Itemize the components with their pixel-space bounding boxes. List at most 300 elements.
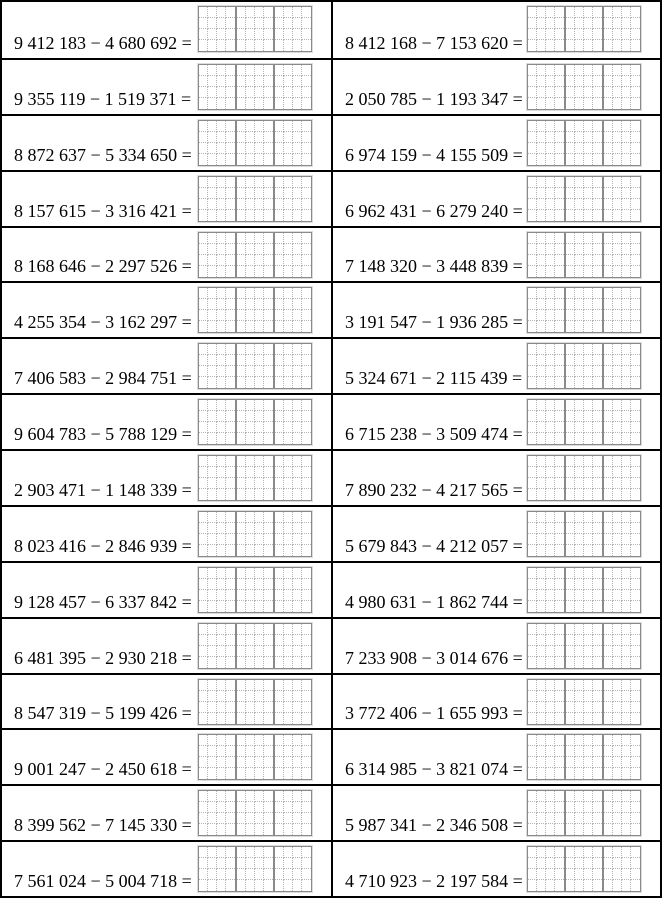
grid-square: [246, 411, 255, 422]
grid-square: [199, 802, 208, 813]
grid-square: [584, 880, 593, 891]
grid-square: [613, 869, 622, 880]
grid-square: [237, 288, 246, 299]
subtrahend: 3 509 474: [436, 424, 509, 444]
grid-square: [546, 512, 555, 523]
answer-grid[interactable]: [527, 232, 641, 278]
answer-grid[interactable]: [198, 623, 312, 669]
answer-grid[interactable]: [198, 232, 312, 278]
answer-grid-block: [527, 455, 565, 501]
answer-grid[interactable]: [198, 287, 312, 333]
grid-square: [584, 680, 593, 691]
grid-square: [208, 680, 217, 691]
grid-square: [528, 40, 537, 51]
grid-square: [284, 657, 293, 668]
grid-square: [555, 355, 564, 366]
grid-square: [575, 321, 584, 332]
grid-square: [528, 266, 537, 277]
minuend: 9 128 457: [14, 591, 86, 612]
grid-square: [237, 746, 246, 757]
grid-square: [293, 802, 302, 813]
grid-square: [226, 177, 235, 188]
grid-square: [246, 98, 255, 109]
grid-square: [604, 512, 613, 523]
grid-square: [284, 255, 293, 266]
grid-square: [631, 512, 640, 523]
grid-square: [546, 579, 555, 590]
grid-square: [622, 154, 631, 165]
grid-square: [246, 177, 255, 188]
answer-grid[interactable]: [527, 176, 641, 222]
grid-square: [293, 210, 302, 221]
grid-square: [546, 545, 555, 556]
grid-square: [199, 154, 208, 165]
grid-square: [275, 321, 284, 332]
problem-expression: [345, 703, 523, 723]
grid-square: [604, 869, 613, 880]
grid-square: [226, 310, 235, 321]
grid-square: [208, 344, 217, 355]
grid-square: [237, 143, 246, 154]
answer-grid-block: [527, 287, 565, 333]
subtrahend: 1 193 347: [436, 88, 509, 109]
grid-square: [217, 132, 226, 143]
grid-square: [613, 199, 622, 210]
grid-square: [613, 7, 622, 18]
grid-square: [284, 299, 293, 310]
grid-square: [246, 40, 255, 51]
answer-grid[interactable]: [527, 679, 641, 725]
grid-square: [293, 299, 302, 310]
grid-square: [528, 791, 537, 802]
grid-square: [264, 847, 273, 858]
grid-square: [293, 635, 302, 646]
grid-square: [622, 233, 631, 244]
grid-square: [584, 489, 593, 500]
grid-square: [584, 746, 593, 757]
problem-cell: [2, 226, 331, 282]
grid-square: [275, 523, 284, 534]
grid-square: [226, 199, 235, 210]
grid-square: [237, 255, 246, 266]
answer-grid-block: [274, 232, 312, 278]
equals-sign: =: [512, 256, 523, 277]
grid-square: [566, 579, 575, 590]
grid-square: [302, 29, 311, 40]
grid-square: [226, 143, 235, 154]
problem-cell: [2, 449, 331, 505]
grid-square: [255, 288, 264, 299]
grid-square: [255, 802, 264, 813]
minus-sign: −: [421, 591, 432, 612]
answer-grid[interactable]: [198, 455, 312, 501]
grid-square: [622, 366, 631, 377]
grid-square: [199, 411, 208, 422]
grid-square: [566, 76, 575, 87]
answer-grid[interactable]: [198, 120, 312, 166]
grid-square: [631, 702, 640, 713]
grid-square: [593, 65, 602, 76]
grid-square: [246, 691, 255, 702]
grid-square: [575, 534, 584, 545]
grid-square: [302, 177, 311, 188]
problem-cell: [331, 2, 660, 58]
grid-square: [226, 702, 235, 713]
problem-expression: [345, 312, 523, 332]
grid-square: [575, 702, 584, 713]
grid-square: [584, 768, 593, 779]
minuend: 9 001 247: [14, 759, 86, 780]
grid-square: [217, 869, 226, 880]
grid-square: [246, 422, 255, 433]
subtrahend: 3 014 676: [436, 647, 509, 668]
grid-square: [604, 579, 613, 590]
grid-square: [546, 299, 555, 310]
answer-grid[interactable]: [198, 64, 312, 110]
answer-grid[interactable]: [527, 734, 641, 780]
grid-square: [528, 65, 537, 76]
grid-square: [584, 40, 593, 51]
grid-square: [575, 680, 584, 691]
problem-expression: [345, 33, 523, 53]
grid-square: [226, 768, 235, 779]
grid-square: [604, 847, 613, 858]
answer-grid-block: [236, 287, 274, 333]
grid-square: [255, 624, 264, 635]
grid-square: [546, 523, 555, 534]
grid-square: [264, 880, 273, 891]
grid-square: [275, 344, 284, 355]
answer-grid[interactable]: [527, 567, 641, 613]
answer-grid[interactable]: [527, 846, 641, 892]
answer-grid[interactable]: [198, 734, 312, 780]
grid-square: [226, 858, 235, 869]
grid-square: [555, 568, 564, 579]
answer-grid[interactable]: [527, 64, 641, 110]
problem-cell: [2, 673, 331, 729]
minus-sign: −: [421, 88, 432, 109]
grid-square: [255, 154, 264, 165]
grid-square: [208, 266, 217, 277]
grid-square: [566, 255, 575, 266]
grid-square: [555, 456, 564, 467]
subtrahend: 1 519 371: [104, 88, 177, 109]
grid-square: [217, 624, 226, 635]
grid-square: [237, 869, 246, 880]
grid-square: [622, 467, 631, 478]
grid-square: [237, 121, 246, 132]
grid-square: [622, 433, 631, 444]
grid-square: [293, 534, 302, 545]
grid-square: [622, 143, 631, 154]
grid-square: [593, 880, 602, 891]
answer-grid[interactable]: [527, 6, 641, 52]
grid-square: [293, 489, 302, 500]
minus-sign: −: [421, 647, 432, 668]
problem-expression: [14, 536, 192, 556]
grid-square: [584, 366, 593, 377]
grid-square: [631, 489, 640, 500]
answer-grid-block: [198, 511, 236, 557]
grid-square: [537, 512, 546, 523]
grid-square: [217, 18, 226, 29]
grid-square: [537, 534, 546, 545]
grid-square: [217, 98, 226, 109]
grid-square: [566, 858, 575, 869]
answer-grid[interactable]: [527, 455, 641, 501]
problem-cell: [331, 226, 660, 282]
grid-square: [584, 590, 593, 601]
grid-square: [555, 233, 564, 244]
grid-square: [237, 210, 246, 221]
grid-square: [226, 813, 235, 824]
grid-square: [575, 601, 584, 612]
grid-square: [593, 87, 602, 98]
grid-square: [226, 355, 235, 366]
grid-square: [622, 310, 631, 321]
grid-square: [528, 635, 537, 646]
grid-square: [199, 98, 208, 109]
equals-sign: =: [512, 200, 523, 221]
answer-grid[interactable]: [198, 679, 312, 725]
grid-square: [284, 121, 293, 132]
grid-square: [264, 746, 273, 757]
grid-square: [199, 310, 208, 321]
grid-square: [217, 757, 226, 768]
grid-square: [613, 266, 622, 277]
answer-grid[interactable]: [527, 511, 641, 557]
grid-square: [613, 579, 622, 590]
grid-square: [208, 433, 217, 444]
grid-square: [575, 646, 584, 657]
grid-square: [593, 568, 602, 579]
grid-square: [537, 813, 546, 824]
grid-square: [584, 355, 593, 366]
grid-square: [246, 512, 255, 523]
grid-square: [555, 489, 564, 500]
grid-square: [604, 545, 613, 556]
grid-square: [246, 233, 255, 244]
grid-square: [575, 266, 584, 277]
grid-square: [528, 746, 537, 757]
equals-sign: =: [181, 871, 192, 891]
grid-square: [537, 635, 546, 646]
grid-square: [566, 65, 575, 76]
grid-square: [226, 802, 235, 813]
answer-grid[interactable]: [198, 343, 312, 389]
grid-square: [631, 244, 640, 255]
answer-grid[interactable]: [198, 176, 312, 222]
grid-square: [631, 422, 640, 433]
answer-grid[interactable]: [527, 120, 641, 166]
grid-square: [593, 545, 602, 556]
grid-square: [302, 847, 311, 858]
grid-square: [584, 288, 593, 299]
grid-square: [555, 433, 564, 444]
grid-square: [622, 624, 631, 635]
grid-square: [226, 366, 235, 377]
grid-square: [575, 523, 584, 534]
grid-square: [528, 233, 537, 244]
grid-square: [555, 534, 564, 545]
grid-square: [584, 76, 593, 87]
grid-square: [217, 400, 226, 411]
grid-square: [613, 456, 622, 467]
grid-square: [237, 422, 246, 433]
answer-grid[interactable]: [527, 343, 641, 389]
grid-square: [208, 210, 217, 221]
grid-square: [217, 143, 226, 154]
grid-square: [631, 433, 640, 444]
grid-square: [613, 377, 622, 388]
grid-square: [255, 266, 264, 277]
grid-square: [217, 288, 226, 299]
grid-square: [555, 646, 564, 657]
grid-square: [537, 768, 546, 779]
grid-square: [604, 177, 613, 188]
grid-square: [246, 310, 255, 321]
answer-grid-block: [527, 790, 565, 836]
answer-grid[interactable]: [198, 511, 312, 557]
grid-square: [264, 713, 273, 724]
grid-square: [275, 579, 284, 590]
grid-square: [584, 757, 593, 768]
grid-square: [613, 65, 622, 76]
grid-square: [546, 132, 555, 143]
answer-grid-block: [274, 511, 312, 557]
grid-square: [575, 880, 584, 891]
grid-square: [566, 266, 575, 277]
grid-square: [246, 624, 255, 635]
grid-square: [631, 400, 640, 411]
grid-square: [546, 601, 555, 612]
equals-sign: =: [181, 200, 192, 221]
grid-square: [217, 523, 226, 534]
subtrahend: 2 846 939: [105, 535, 178, 556]
grid-square: [622, 824, 631, 835]
grid-square: [237, 456, 246, 467]
grid-square: [264, 210, 273, 221]
answer-grid-block: [565, 64, 603, 110]
grid-square: [613, 847, 622, 858]
subtrahend: 3 448 839: [436, 256, 509, 277]
answer-grid[interactable]: [198, 6, 312, 52]
grid-square: [199, 791, 208, 802]
grid-square: [237, 233, 246, 244]
grid-square: [566, 87, 575, 98]
grid-square: [546, 233, 555, 244]
answer-grid[interactable]: [527, 790, 641, 836]
grid-square: [528, 534, 537, 545]
answer-grid[interactable]: [198, 399, 312, 445]
grid-square: [293, 467, 302, 478]
grid-square: [302, 858, 311, 869]
grid-square: [284, 65, 293, 76]
grid-square: [622, 791, 631, 802]
grid-square: [622, 568, 631, 579]
grid-square: [631, 121, 640, 132]
grid-square: [284, 233, 293, 244]
grid-square: [622, 713, 631, 724]
problem-cell: [2, 840, 331, 896]
grid-square: [302, 132, 311, 143]
grid-square: [528, 802, 537, 813]
answer-grid-block: [603, 679, 641, 725]
answer-grid[interactable]: [527, 399, 641, 445]
answer-grid[interactable]: [527, 287, 641, 333]
grid-square: [275, 813, 284, 824]
grid-square: [199, 590, 208, 601]
grid-square: [275, 143, 284, 154]
grid-square: [264, 680, 273, 691]
grid-square: [622, 657, 631, 668]
minuend: 8 157 615: [14, 200, 86, 221]
grid-square: [293, 266, 302, 277]
grid-square: [566, 489, 575, 500]
grid-square: [255, 489, 264, 500]
grid-square: [226, 18, 235, 29]
grid-square: [275, 65, 284, 76]
grid-square: [255, 366, 264, 377]
grid-square: [264, 590, 273, 601]
answer-grid-block: [198, 455, 236, 501]
answer-grid[interactable]: [198, 790, 312, 836]
grid-square: [199, 87, 208, 98]
grid-square: [555, 210, 564, 221]
subtrahend: 7 145 330: [105, 815, 178, 836]
grid-square: [217, 813, 226, 824]
grid-square: [284, 199, 293, 210]
grid-square: [555, 691, 564, 702]
grid-square: [293, 869, 302, 880]
answer-grid-block: [274, 455, 312, 501]
grid-square: [613, 366, 622, 377]
grid-square: [631, 646, 640, 657]
answer-grid[interactable]: [527, 623, 641, 669]
grid-square: [302, 76, 311, 87]
grid-square: [566, 188, 575, 199]
grid-square: [293, 18, 302, 29]
equals-sign: =: [512, 32, 523, 53]
grid-square: [264, 121, 273, 132]
problem-expression: [345, 648, 523, 668]
grid-square: [264, 310, 273, 321]
answer-grid[interactable]: [198, 846, 312, 892]
grid-square: [631, 713, 640, 724]
grid-square: [208, 98, 217, 109]
answer-grid[interactable]: [198, 567, 312, 613]
grid-square: [613, 757, 622, 768]
grid-square: [275, 266, 284, 277]
grid-square: [528, 467, 537, 478]
grid-square: [302, 266, 311, 277]
grid-square: [584, 266, 593, 277]
answer-grid-block: [565, 232, 603, 278]
minuend: 2 903 471: [14, 479, 86, 500]
grid-square: [566, 802, 575, 813]
grid-square: [246, 746, 255, 757]
grid-square: [546, 802, 555, 813]
grid-square: [199, 847, 208, 858]
grid-square: [584, 568, 593, 579]
subtrahend: 4 155 509: [436, 144, 509, 165]
grid-square: [237, 411, 246, 422]
grid-square: [255, 713, 264, 724]
grid-square: [604, 422, 613, 433]
grid-square: [593, 76, 602, 87]
grid-square: [593, 344, 602, 355]
grid-square: [226, 121, 235, 132]
